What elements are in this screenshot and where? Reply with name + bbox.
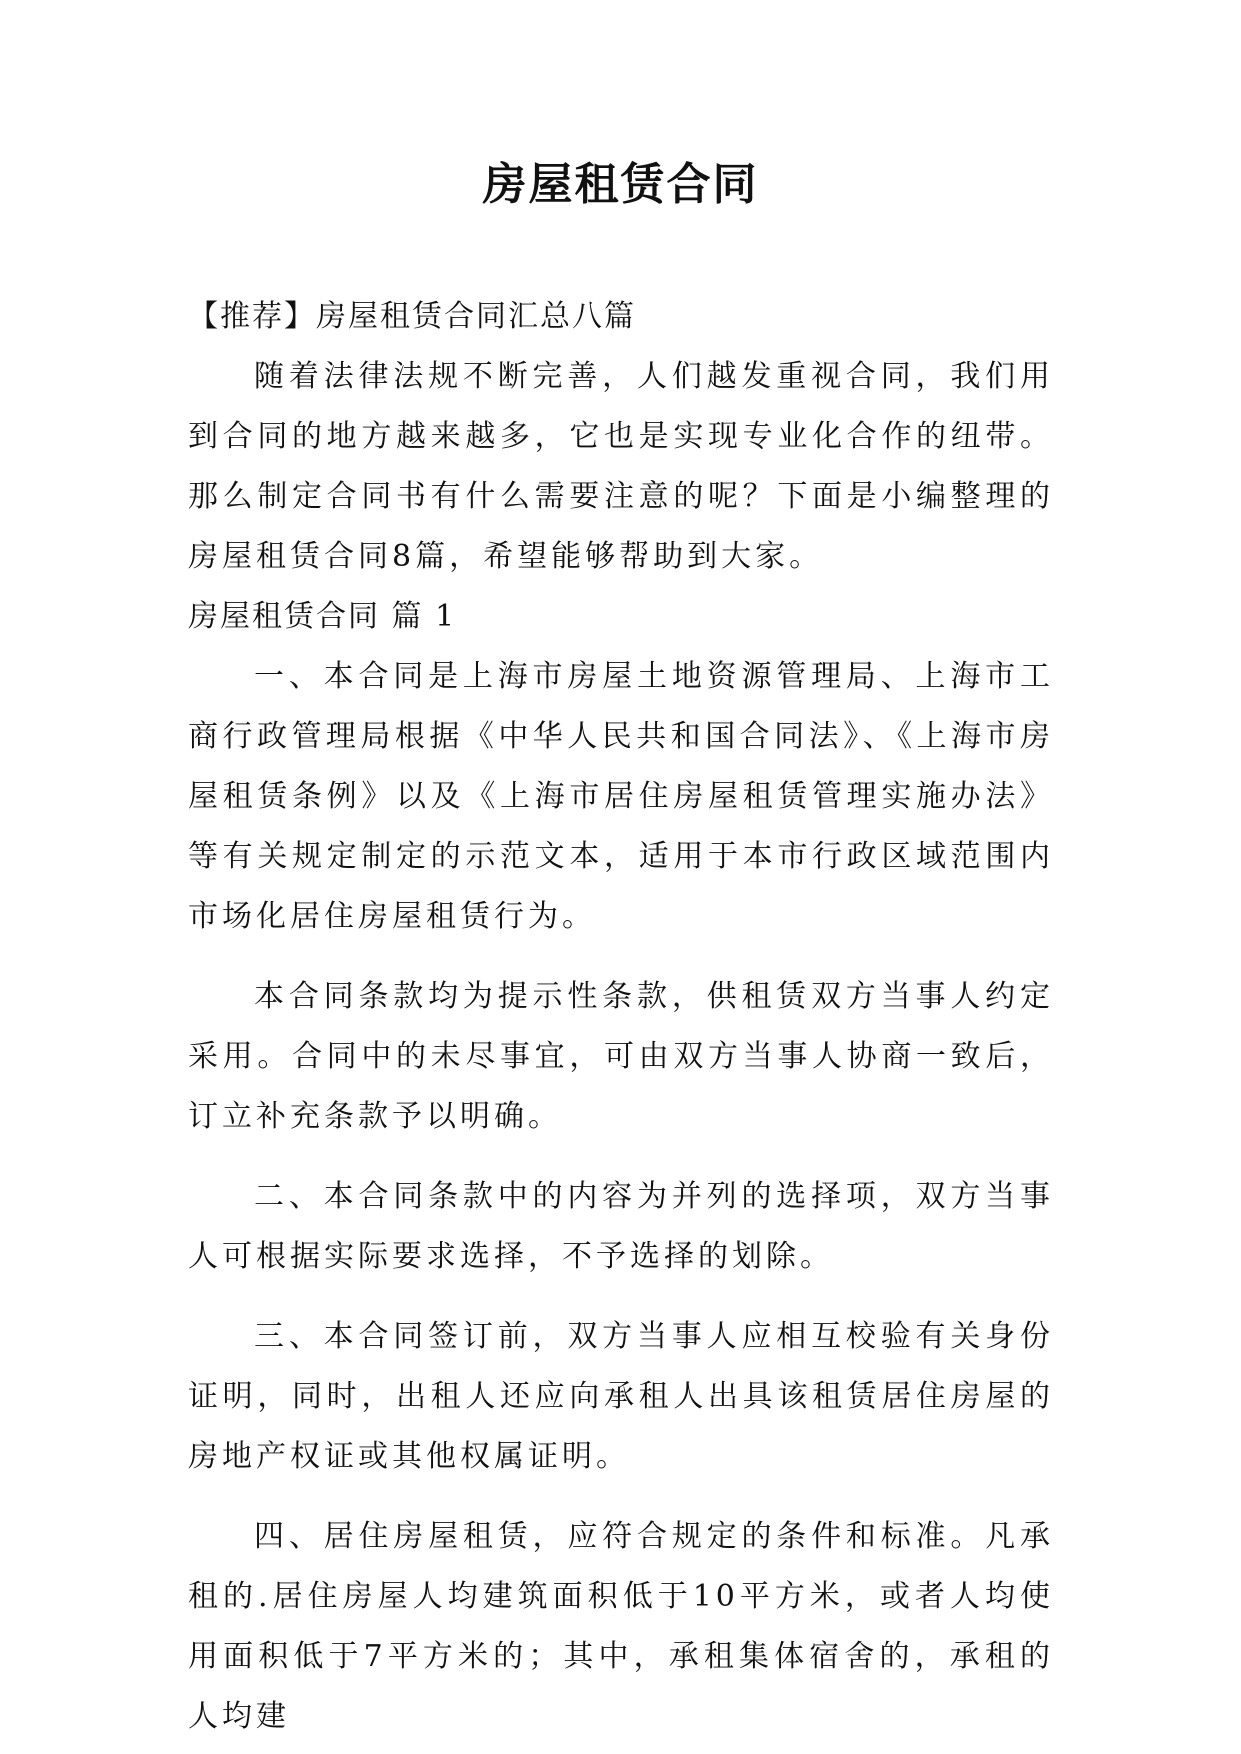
document-title: 房屋租赁合同 <box>482 159 759 210</box>
clause-four: 四、居住房屋租赁，应符合规定的条件和标准。凡承租的.居住房屋人均建筑面积低于10平方米，或者人均使用面积低于7平方米的；其中，承租集体宿舍的，承租的人均建 <box>188 1519 1054 1734</box>
clause-one-note: 本合同条款均为提示性条款，供租赁双方当事人约定采用。合同中的未尽事宜，可由双方当事人协商一致后，订立补充条款予以明确。 <box>188 979 1054 1134</box>
recommend-heading: 【推荐】房屋租赁合同汇总八篇 <box>188 299 636 334</box>
intro-paragraph: 随着法律法规不断完善，人们越发重视合同，我们用到合同的地方越来越多，它也是实现专业化合作的纽带。那么制定合同书有什么需要注意的呢？下面是小编整理的房屋租赁合同8篇，希望能够帮助到大家。 <box>188 359 1054 574</box>
document-body <box>188 287 1054 1747</box>
clause-three: 三、本合同签订前，双方当事人应相互校验有关身份证明，同时，出租人还应向承租人出具该租赁居住房屋的房地产权证或其他权属证明。 <box>188 1319 1054 1474</box>
clause-two: 二、本合同条款中的内容为并列的选择项，双方当事人可根据实际要求选择，不予选择的划除。 <box>188 1179 1054 1274</box>
section-heading: 房屋租赁合同 篇 1 <box>188 599 457 634</box>
clause-one: 一、本合同是上海市房屋土地资源管理局、上海市工商行政管理局根据《中华人民共和国合同法》、《上海市房屋租赁条例》以及《上海市居住房屋租赁管理实施办法》等有关规定制定的示范文本，适用于本市行政区域范围内市场化居住房屋租赁行为。 <box>188 659 1054 934</box>
